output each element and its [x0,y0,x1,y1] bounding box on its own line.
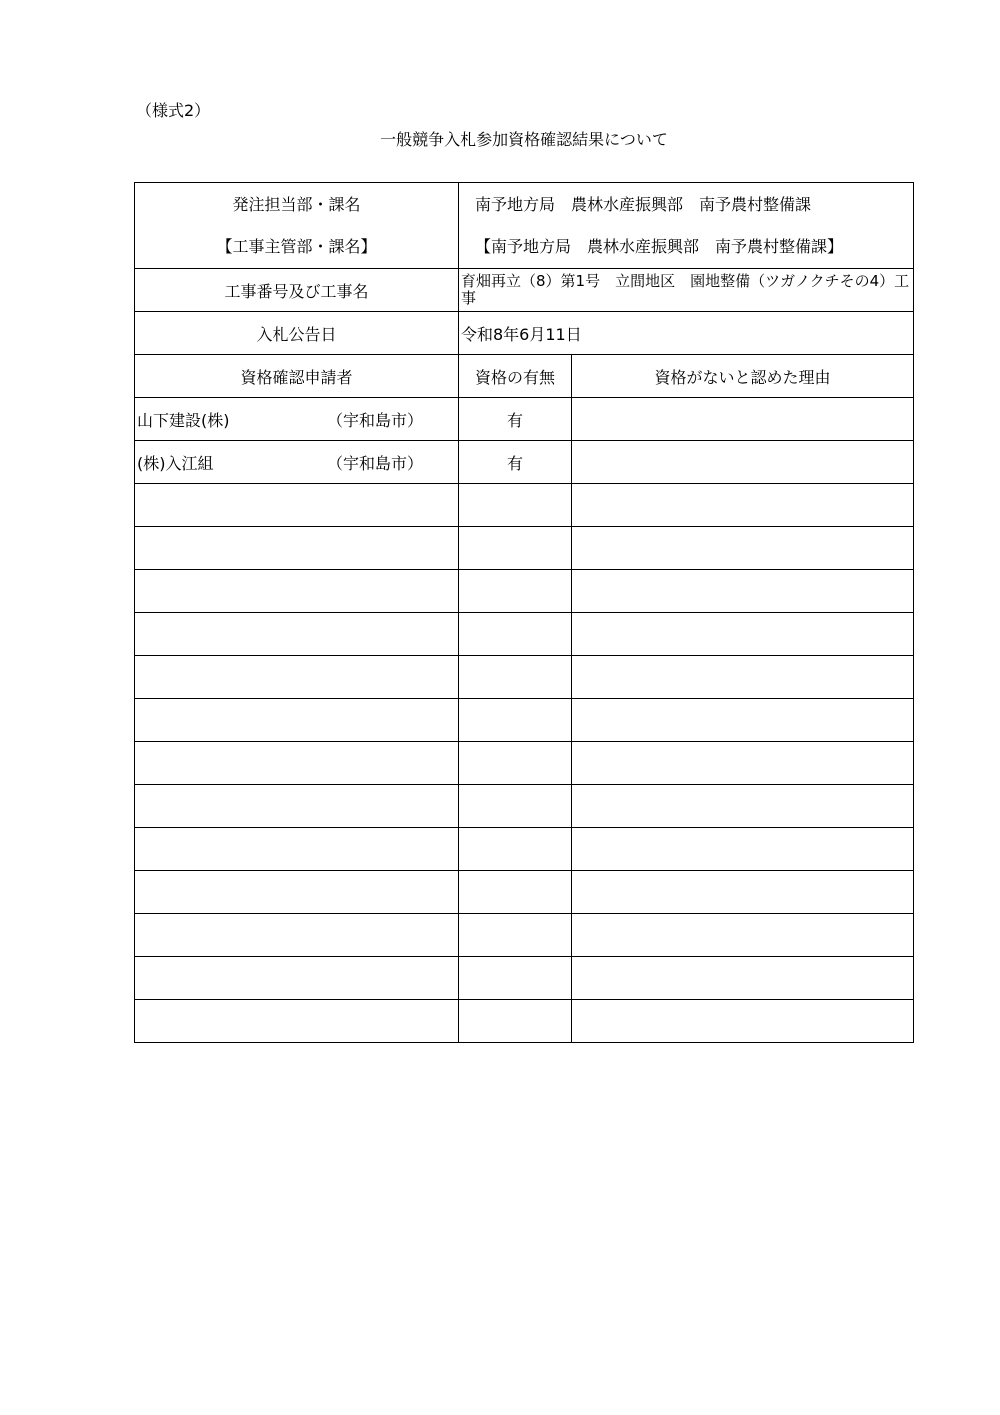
empty-applicant-cell [135,742,459,785]
empty-applicant-cell [135,613,459,656]
empty-qualified-cell [459,871,572,914]
empty-reason-cell [572,828,914,871]
applicant-city: （宇和島市） [327,410,424,430]
empty-table-row [135,613,914,656]
col-reason-header: 資格がないと認めた理由 [572,355,914,398]
notice-date-label: 入札公告日 [135,312,459,355]
empty-reason-cell [572,871,914,914]
empty-table-row [135,1000,914,1043]
empty-applicant-cell [135,570,459,613]
empty-applicant-cell [135,699,459,742]
empty-applicant-cell [135,1000,459,1043]
empty-qualified-cell [459,656,572,699]
applicant-cell [135,398,459,441]
empty-qualified-cell [459,570,572,613]
empty-reason-cell [572,957,914,1000]
empty-qualified-cell [459,1000,572,1043]
table-row [135,398,914,441]
empty-reason-cell [572,785,914,828]
form-number-label: （様式2） [136,101,211,120]
empty-applicant-cell [135,871,459,914]
dept-value: 南予地方局 農林水産振興部 南予農村整備課 [475,194,812,214]
empty-qualified-cell [459,828,572,871]
empty-table-row [135,957,914,1000]
empty-table-row [135,742,914,785]
empty-reason-cell [572,699,914,742]
empty-qualified-cell [459,957,572,1000]
applicant-city: （宇和島市） [327,453,424,473]
empty-reason-cell [572,1000,914,1043]
empty-reason-cell [572,742,914,785]
empty-table-row [135,785,914,828]
empty-table-row [135,656,914,699]
dept-value-cell [459,183,914,269]
empty-qualified-cell [459,785,572,828]
reason-cell [572,398,914,441]
col-qualified-header: 資格の有無 [459,355,572,398]
empty-table-row [135,699,914,742]
admin-dept-label: 【工事主管部・課名】 [216,236,377,256]
empty-qualified-cell [459,613,572,656]
applicant-name: 山下建設(株) [137,410,230,430]
notice-date-row [135,312,914,355]
empty-qualified-cell [459,914,572,957]
empty-applicant-cell [135,527,459,570]
empty-reason-cell [572,656,914,699]
empty-reason-cell [572,484,914,527]
empty-table-row [135,828,914,871]
empty-qualified-cell [459,527,572,570]
project-label: 工事番号及び工事名 [135,269,459,312]
notice-date-value: 令和8年6月11日 [459,312,914,355]
project-row [135,269,914,312]
empty-applicant-cell [135,914,459,957]
applicant-cell [135,441,459,484]
qualified-cell: 有 [459,398,572,441]
qualification-result-table [134,182,914,1043]
empty-applicant-cell [135,785,459,828]
empty-reason-cell [572,914,914,957]
qualified-cell: 有 [459,441,572,484]
document-title: 一般競争入札参加資格確認結果について [380,130,668,149]
empty-table-row [135,914,914,957]
dept-label-cell [135,183,459,269]
empty-qualified-cell [459,484,572,527]
empty-qualified-cell [459,742,572,785]
empty-table-row [135,484,914,527]
table-header-row [135,355,914,398]
empty-applicant-cell [135,484,459,527]
reason-cell [572,441,914,484]
dept-label: 発注担当部・課名 [232,194,361,214]
col-applicant-header: 資格確認申請者 [135,355,459,398]
dept-row [135,183,914,269]
empty-table-row [135,871,914,914]
empty-table-row [135,570,914,613]
table-row [135,441,914,484]
empty-reason-cell [572,613,914,656]
empty-reason-cell [572,570,914,613]
empty-applicant-cell [135,828,459,871]
applicant-name: (株)入江組 [137,453,214,473]
admin-dept-value: 【南予地方局 農林水産振興部 南予農村整備課】 [475,236,844,256]
empty-reason-cell [572,527,914,570]
empty-table-row [135,527,914,570]
empty-qualified-cell [459,699,572,742]
project-value: 育畑再立（8）第1号 立間地区 園地整備（ツガノクチその4）工事 [459,269,914,312]
empty-applicant-cell [135,656,459,699]
empty-applicant-cell [135,957,459,1000]
